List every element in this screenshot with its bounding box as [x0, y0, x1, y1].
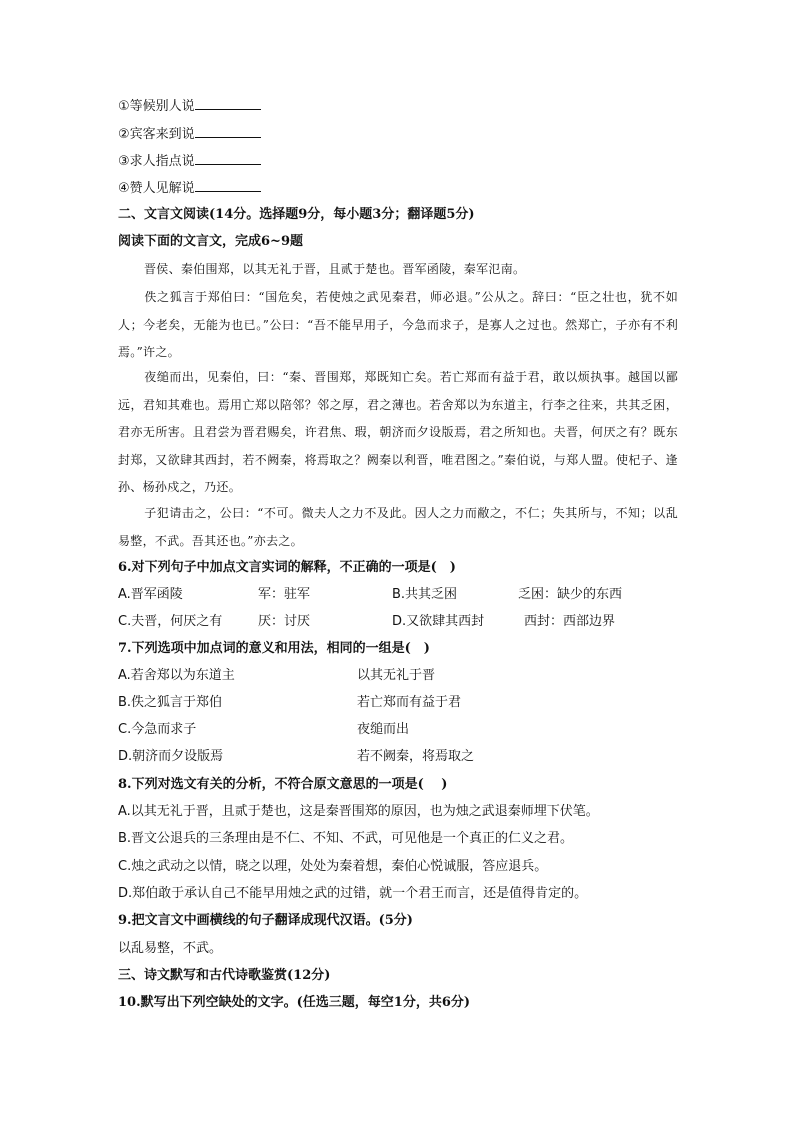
question-7-stem: 7.下列选项中加点词的意义和用法，相同的一组是( ) — [118, 641, 430, 656]
passage-paragraph-3 — [118, 364, 678, 502]
q6-option-c-gloss: 厌：讨厌 — [258, 614, 311, 629]
question-8-stem: 8.下列对选文有关的分析，不符合原文意思的一项是( ) — [118, 777, 448, 792]
q6-option-b-gloss: 乏困：缺少的东西 — [518, 587, 623, 602]
q8-option-d[interactable]: D.郑伯敢于承认自己不能早用烛之武的过错，就一个君王而言，还是值得肯定的。 — [118, 886, 588, 901]
section-heading-3: 三、诗文默写和古代诗歌鉴赏(12分) — [118, 968, 331, 983]
fill-line-text: ②宾客来到说 — [118, 127, 195, 142]
q8-option-a[interactable]: A.以其无礼于晋，且贰于楚也，这是秦晋围郑的原因，也为烛之武退秦师埋下伏笔。 — [118, 804, 599, 819]
fill-line-text: ④赞人见解说 — [118, 181, 195, 196]
passage-text: 子犯请击之，公曰：“不可。微夫人之力不及此。因人之力而敝之，不仁；失其所与，不知；以乱易整，不武。吾其还也。”亦去之。 — [118, 506, 678, 548]
q6-option-a[interactable]: A.晋军函陵 — [118, 587, 183, 602]
q9-sentence: 以乱易整，不武。 — [118, 941, 223, 956]
q7-option-a[interactable]: A.若舍郑以为东道主 — [118, 668, 235, 683]
fill-line-1 — [118, 97, 261, 116]
fill-line-4 — [118, 179, 261, 198]
question-9-stem: 9.把文言文中画横线的句子翻译成现代汉语。(5分) — [118, 913, 413, 928]
passage-paragraph-4 — [118, 500, 678, 555]
fill-line-3 — [118, 152, 261, 171]
q7-option-b[interactable]: B.佚之狐言于郑伯 — [118, 695, 223, 710]
passage-text: 佚之狐言于郑伯曰：“国危矣，若使烛之武见秦君，师必退。”公从之。辞曰：“臣之壮也，犹不如人；今老矣，无能为也已。”公曰：“吾不能早用子，今急而求子，是寡人之过也。然郑亡，子亦有不利焉。”许之。 — [118, 290, 678, 359]
passage-text: 夜缒而出，见秦伯，曰：“秦、晋围郑，郑既知亡矣。若亡郑而有益于君，敢以烦执事。越国以鄙远，君知其难也。焉用亡郑以陪邻？邻之厚，君之薄也。若舍郑以为东道主，行李之往来，共其乏困，君亦无所害。且君尝为晋君赐矣，许君焦、瑕，朝济而夕设版焉，君之所知也。夫晋，何厌之有？既东封郑，又欲肆其西封，若不阙秦，将焉取之？阙秦以利晋，唯君图之。”秦伯说，与郑人盟。使杞子、逢孙、杨孙戍之，乃还。 — [118, 370, 678, 494]
q6-option-d-gloss: 西封：西部边界 — [524, 614, 616, 629]
q6-option-b[interactable]: B.共其乏困 — [392, 587, 458, 602]
answer-blank[interactable] — [195, 152, 261, 165]
passage-text: 晋侯、秦伯围郑，以其无礼于晋，且贰于楚也。晋军函陵，秦军氾南。 — [144, 262, 526, 276]
q7-option-c[interactable]: C.今急而求子 — [118, 722, 197, 737]
q6-option-a-gloss: 军：驻军 — [258, 587, 311, 602]
q8-option-b[interactable]: B.晋文公退兵的三条理由是不仁、不知、不武，可见他是一个真正的仁义之君。 — [118, 831, 574, 846]
q7-option-c-compare: 夜缒而出 — [357, 722, 410, 737]
question-6-stem: 6.对下列句子中加点文言实词的解释，不正确的一项是( ) — [118, 560, 456, 575]
fill-line-text: ①等候别人说 — [118, 99, 195, 114]
passage-paragraph-2 — [118, 284, 678, 367]
question-10-stem: 10.默写出下列空缺处的文字。(任选三题，每空1分，共6分) — [118, 995, 471, 1010]
q7-option-a-compare: 以其无礼于晋 — [357, 668, 436, 683]
section-instruction: 阅读下面的文言文，完成6~9题 — [118, 234, 303, 249]
q6-option-d[interactable]: D.又欲肆其西封 — [392, 614, 485, 629]
fill-line-text: ③求人指点说 — [118, 154, 195, 169]
answer-blank[interactable] — [195, 125, 261, 138]
q7-option-b-compare: 若亡郑而有益于君 — [357, 695, 462, 710]
answer-blank[interactable] — [195, 179, 261, 192]
answer-blank[interactable] — [195, 97, 261, 110]
q7-option-d[interactable]: D.朝济而夕设版焉 — [118, 749, 224, 764]
fill-line-2 — [118, 125, 261, 144]
q7-option-d-compare: 若不阙秦，将焉取之 — [357, 749, 475, 764]
section-heading-2: 二、文言文阅读(14分。选择题9分，每小题3分；翻译题5分) — [118, 207, 475, 222]
q8-option-c[interactable]: C.烛之武动之以情，晓之以理，处处为秦着想，秦伯心悦诚服，答应退兵。 — [118, 859, 548, 874]
passage-paragraph-1 — [118, 256, 678, 284]
q6-option-c[interactable]: C.夫晋，何厌之有 — [118, 614, 223, 629]
